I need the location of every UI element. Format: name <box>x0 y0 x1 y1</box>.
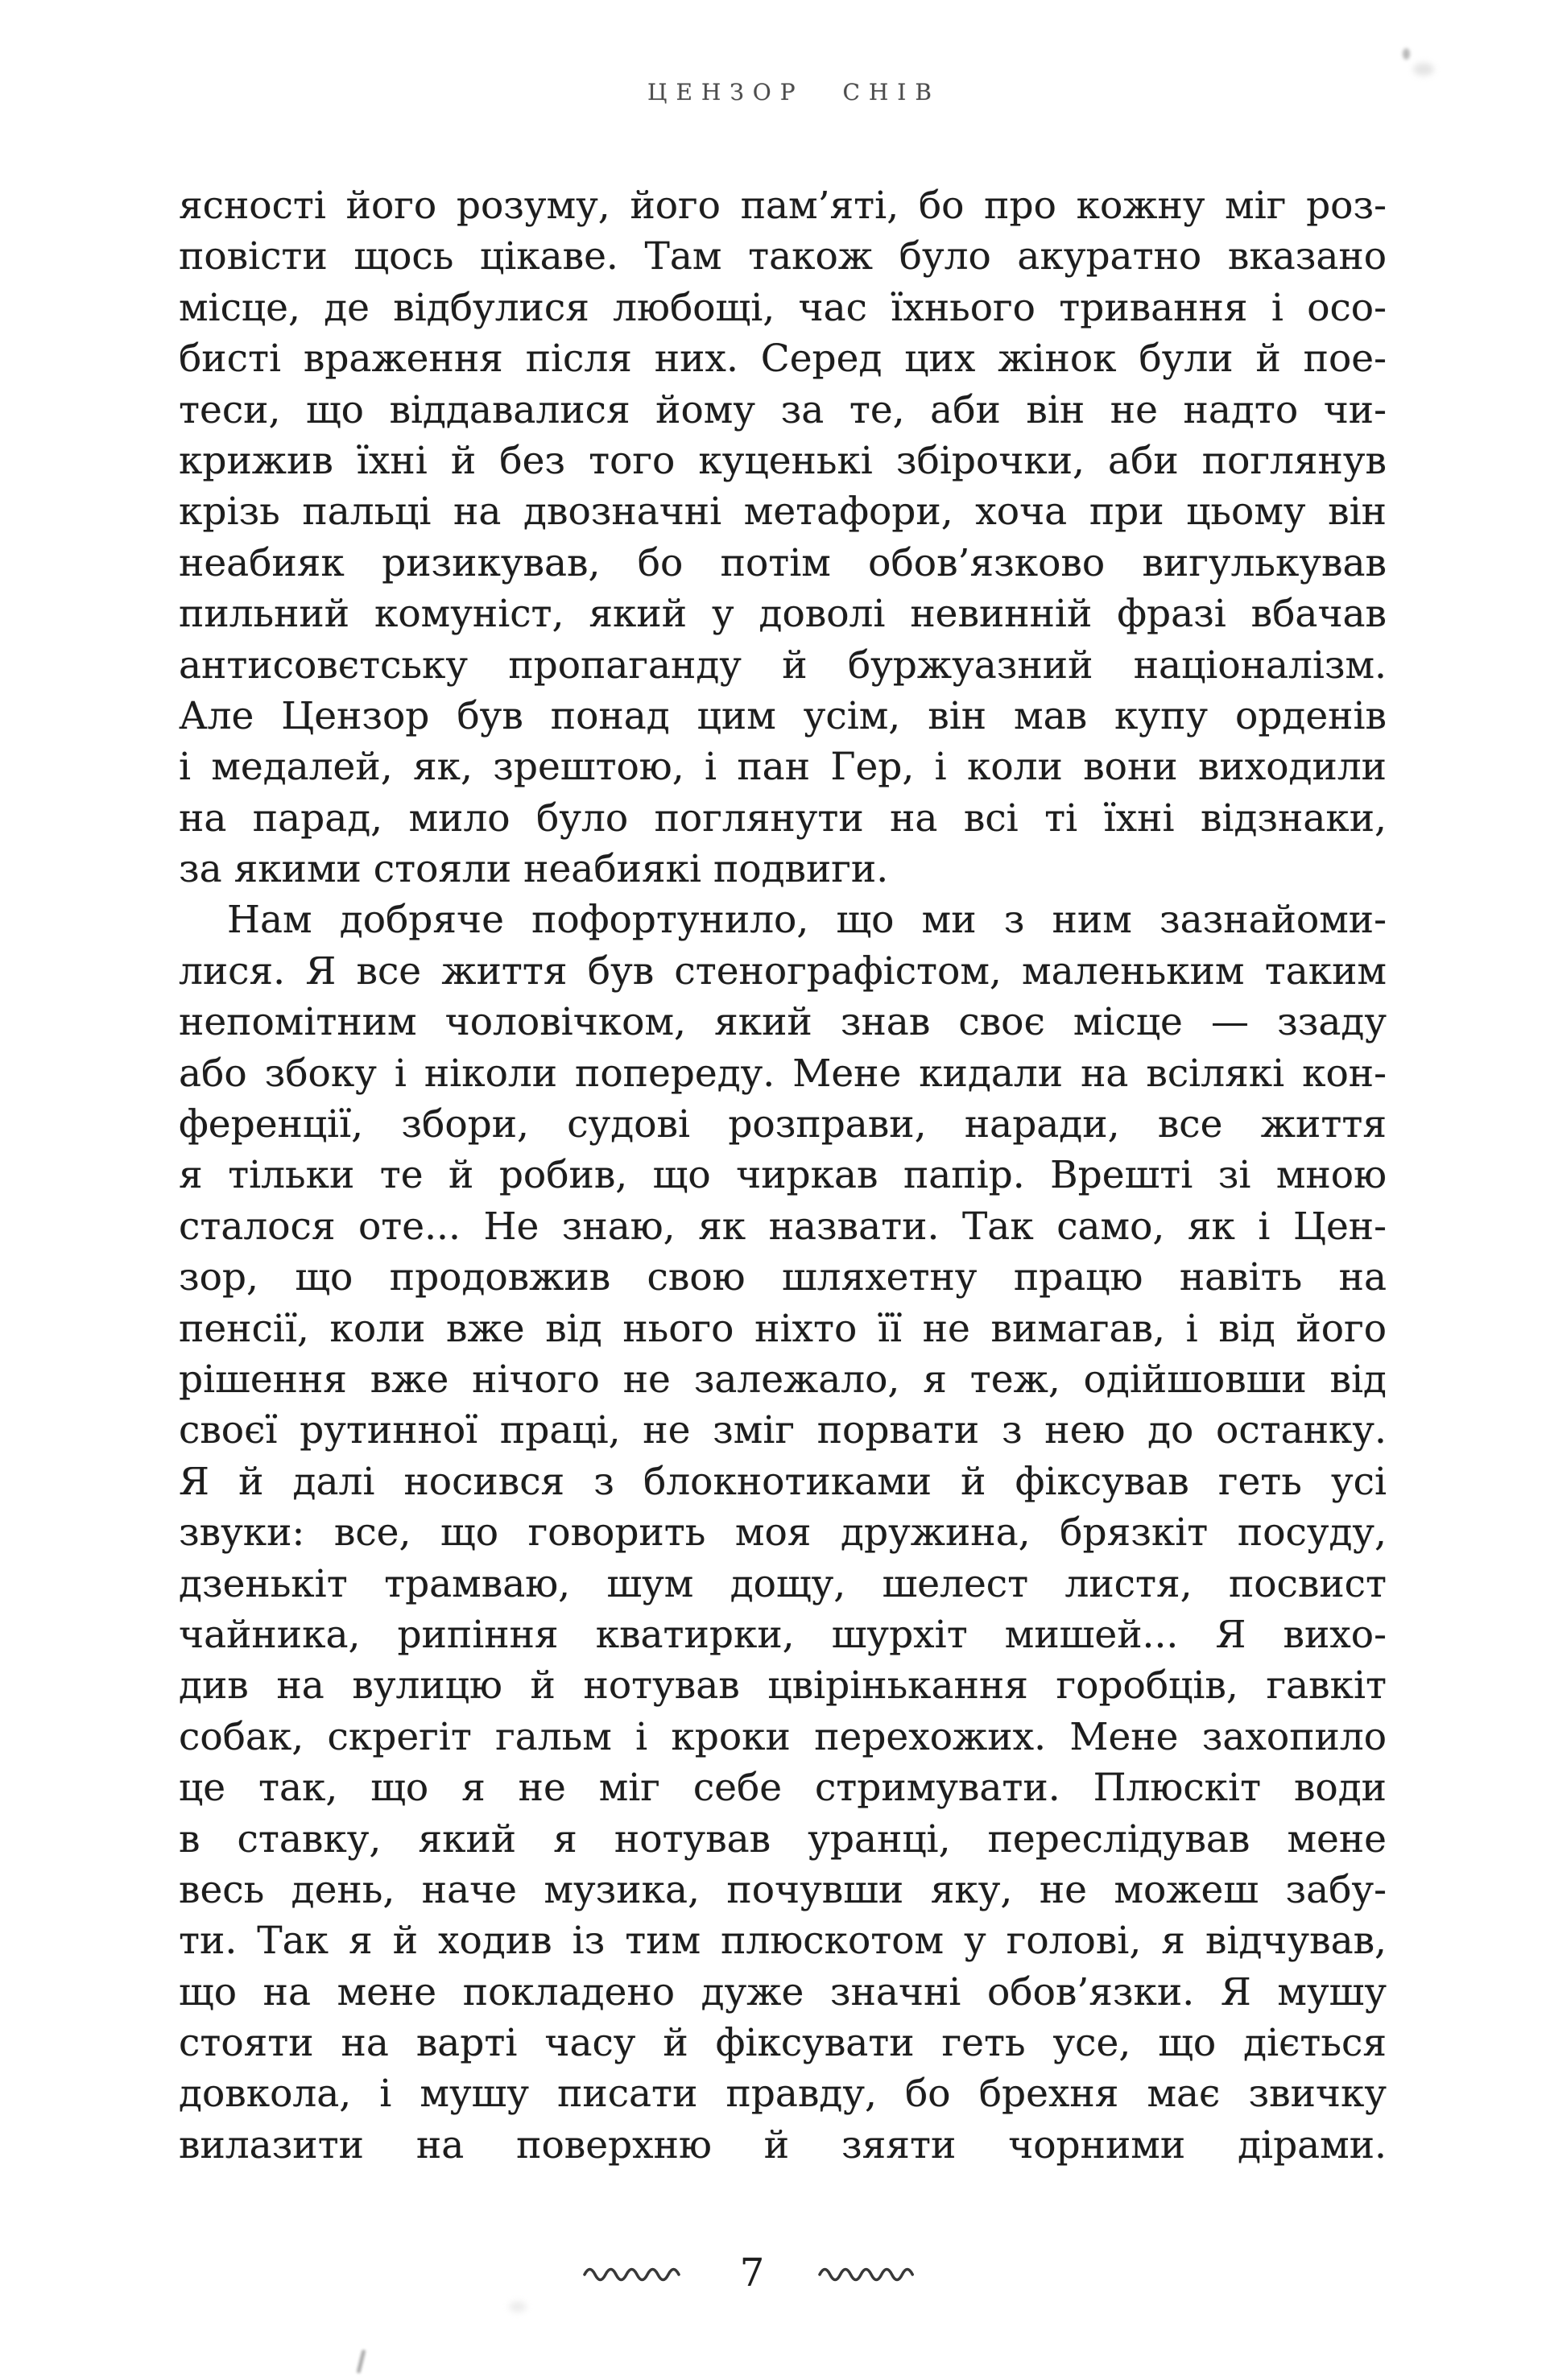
squiggle-ornament-left-icon <box>581 2262 687 2283</box>
text-line: повісти щось цікаве. Там також було акуратно вказано <box>179 234 1387 279</box>
text-line: теси, що віддавалися йому за те, аби він не надто чи- <box>179 387 1387 432</box>
text-line: стояти на варті часу й фіксувати геть усе, що діється <box>179 2021 1387 2066</box>
text-line: за якими стояли неабиякі подвиги. <box>179 847 889 892</box>
text-line: рішення вже нічого не залежало, я теж, одійшовши від <box>179 1357 1387 1402</box>
text-line: ти. Так я й ходив із тим плюскотом у голові, я відчував, <box>179 1919 1387 1964</box>
text-line: непомітним чоловічком, який знав своє місце — ззаду <box>179 1000 1387 1045</box>
scan-speck <box>509 2301 527 2312</box>
text-line: бисті враження після них. Серед цих жінок були й пое- <box>179 337 1387 382</box>
scan-speck <box>1413 63 1434 76</box>
page-footer <box>581 2250 920 2295</box>
squiggle-ornament-right-icon <box>817 2262 920 2283</box>
text-line: чайника, рипіння кватирки, шурхіт мишей... Я вихо- <box>179 1612 1387 1657</box>
text-line: своєї рутинної праці, не зміг порвати з нею до останку. <box>179 1408 1387 1453</box>
text-line: і медалей, як, зрештою, і пан Гер, і коли вони виходили <box>179 745 1387 790</box>
text-line: антисовєтську пропаганду й буржуазний націоналізм. <box>179 643 1387 688</box>
text-line: лися. Я все життя був стенографістом, маленьким таким <box>179 948 1387 994</box>
text-line: Але Цензор був понад цим усім, він мав купу орденів <box>179 693 1387 738</box>
text-line: ференції, збори, судові розправи, наради, все життя <box>179 1102 1387 1147</box>
text-line: пильний комуніст, який у доволі невинній фразі вбачав <box>179 592 1387 637</box>
text-line: крижив їхні й без того куценькі збірочки, аби поглянув <box>179 438 1387 483</box>
body-text <box>179 180 1387 2171</box>
text-line: що на мене покладено дуже значні обов’язки. Я мушу <box>179 1969 1387 2014</box>
text-line: Нам добряче пофортунило, що ми з ним зазнайоми- <box>227 898 1387 943</box>
text-line: зор, що продовжив свою шляхетну працю навіть на <box>179 1255 1387 1300</box>
text-line: крізь пальці на двозначні метафори, хоча при цьому він <box>179 490 1387 535</box>
text-line: Я й далі носився з блокнотиками й фіксував геть усі <box>179 1459 1387 1504</box>
text-line: собак, скрегіт гальм і кроки перехожих. Мене захопило <box>179 1714 1387 1759</box>
text-line: неабияк ризикував, бо потім обов’язково вигулькував <box>179 540 1387 585</box>
text-line: див на вулицю й нотував цвірінькання горобців, гавкіт <box>179 1663 1387 1709</box>
text-line: на парад, мило було поглянути на всі ті їхні відзнаки, <box>179 795 1387 841</box>
text-line: я тільки те й робив, що чиркав папір. Врешті зі мною <box>179 1153 1387 1198</box>
text-line: вилазити на поверхню й зяяти чорними дірами. <box>179 2122 1387 2167</box>
text-line: весь день, наче музика, почувши яку, не можеш забу- <box>179 1867 1387 1912</box>
text-line: ясності його розуму, його пам’яті, бо про кожну міг роз- <box>179 184 1387 228</box>
text-line: пенсії, коли вже від нього ніхто її не вимагав, і від його <box>179 1306 1387 1351</box>
text-line: в ставку, який я нотував уранці, переслідував мене <box>179 1816 1387 1861</box>
text-line: місце, де відбулися любощі, час їхнього тривання і осо- <box>179 285 1387 330</box>
text-line: дзенькіт трамваю, шум дощу, шелест листя, посвист <box>179 1561 1387 1606</box>
text-line: звуки: все, що говорить моя дружина, брязкіт посуду, <box>179 1510 1387 1556</box>
text-line: це так, що я не міг себе стримувати. Плюскіт води <box>179 1766 1387 1811</box>
scan-speck <box>1403 48 1410 60</box>
running-head: ЦЕНЗОР СНІВ <box>647 79 940 105</box>
page-number: 7 <box>739 2250 765 2295</box>
text-line: або збоку і ніколи попереду. Мене кидали на всілякі кон- <box>179 1051 1387 1096</box>
text-line: сталося оте... Не знаю, як назвати. Так само, як і Цен- <box>179 1204 1387 1249</box>
scan-speck <box>356 2349 366 2374</box>
text-line: довкола, і мушу писати правду, бо брехня має звичку <box>179 2072 1387 2117</box>
